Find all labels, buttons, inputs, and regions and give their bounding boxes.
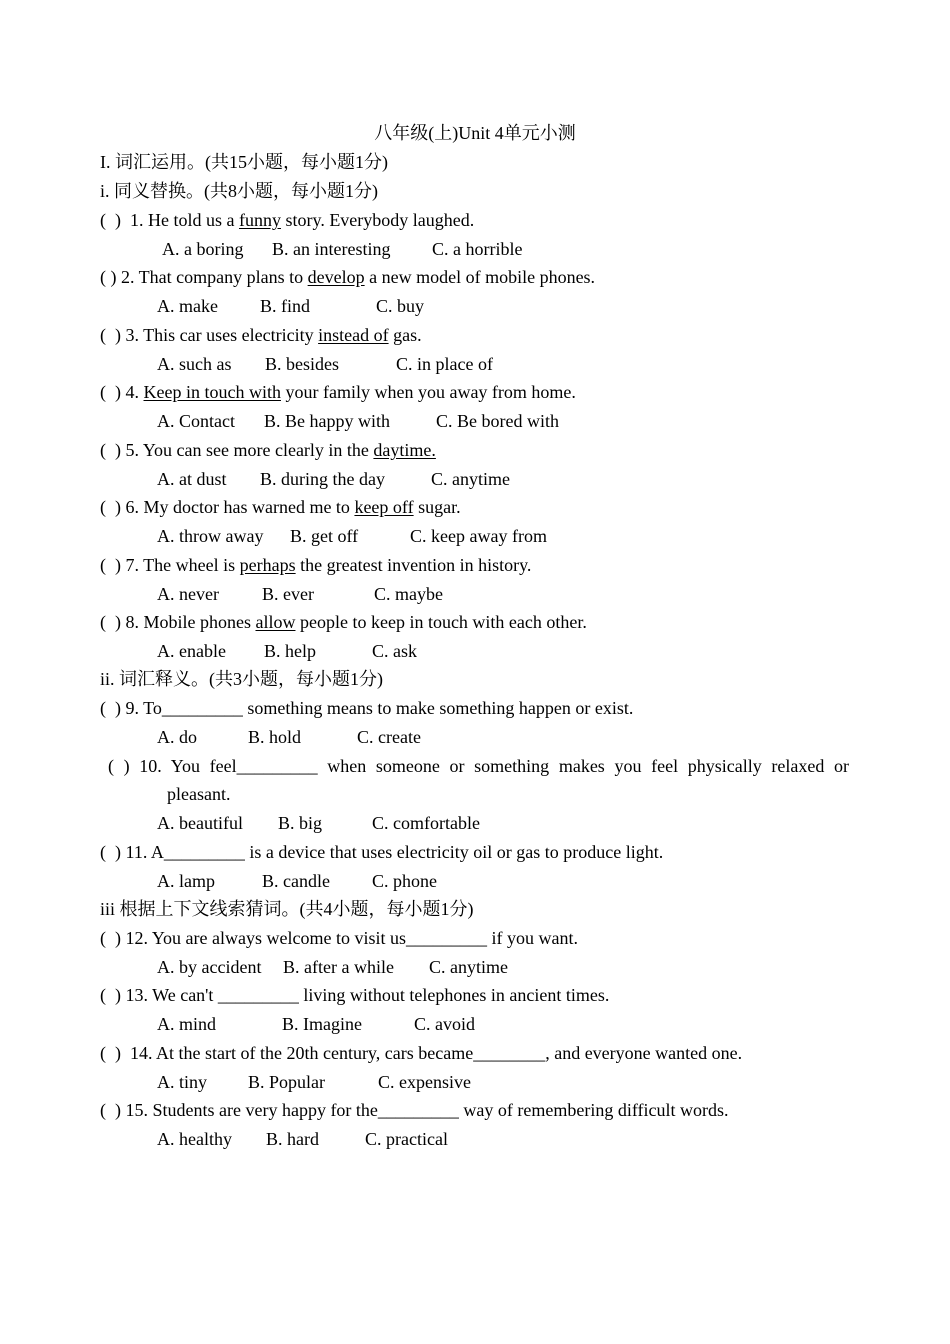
underlined-word: keep off [354,497,414,517]
question-13: ( ) 13. We can't _________ living without telephones in ancient times. [100,985,610,1005]
option-8b: B. help [264,641,316,661]
question-6: ( ) 6. My doctor has warned me to keep off sugar. [100,497,461,517]
option-2a: A. make [157,296,218,316]
question-5: ( ) 5. You can see more clearly in the daytime. [100,440,436,460]
option-10a: A. beautiful [157,813,243,833]
option-9a: A. do [157,727,197,747]
option-13c: C. avoid [414,1014,475,1034]
underlined-word: develop [307,267,365,287]
option-14b: B. Popular [248,1072,326,1092]
question-8: ( ) 8. Mobile phones allow people to keep in touch with each other. [100,612,587,632]
question-9: ( ) 9. To_________ something means to make something happen or exist. [100,698,634,718]
option-15c: C. practical [365,1129,448,1149]
question-11: ( ) 11. A_________ is a device that uses electricity oil or gas to produce light. [100,842,664,862]
option-4c: C. Be bored with [436,411,559,431]
option-6a: A. throw away [157,526,264,546]
question-7: ( ) 7. The wheel is perhaps the greatest invention in history. [100,555,532,575]
option-1a: A. a boring [162,239,244,259]
option-6b: B. get off [290,526,359,546]
option-15a: A. healthy [157,1129,232,1149]
underlined-word: perhaps [239,555,296,575]
option-12c: C. anytime [429,957,508,977]
option-11b: B. candle [262,871,330,891]
question-15: ( ) 15. Students are very happy for the_________ way of remembering difficult words. [100,1100,729,1120]
option-8c: C. ask [372,641,417,661]
option-9b: B. hold [248,727,302,747]
option-10c: C. comfortable [372,813,480,833]
option-4a: A. Contact [157,411,235,431]
option-7a: A. never [157,584,219,604]
option-10b: B. big [278,813,323,833]
question-12: ( ) 12. You are always welcome to visit us_________ if you want. [100,928,578,948]
underlined-word: funny [238,210,281,230]
question-3: ( ) 3. This car uses electricity instead of gas. [100,325,422,345]
option-1b: B. an interesting [272,239,391,259]
underlined-word: daytime. [373,440,436,460]
option-5c: C. anytime [431,469,510,489]
option-3c: C. in place of [396,354,493,374]
option-3a: A. such as [157,354,232,374]
underlined-word: allow [255,612,296,632]
option-11a: A. lamp [157,871,215,891]
option-12b: B. after a while [283,957,394,977]
option-13b: B. Imagine [282,1014,362,1034]
option-2c: C. buy [376,296,425,316]
option-15b: B. hard [266,1129,319,1149]
underlined-word: Keep in touch with [143,382,281,402]
option-5a: A. at dust [157,469,227,489]
part-heading-definitions: ii. 词汇释义。(共3小题，每小题1分) [100,669,383,689]
option-2b: B. find [260,296,311,316]
option-9c: C. create [357,727,421,747]
section-heading: I. 词汇运用。(共15小题，每小题1分) [100,152,388,172]
part-heading-context-clues: iii 根据上下文线索猜词。(共4小题，每小题1分) [100,899,474,919]
option-6c: C. keep away from [410,526,547,546]
option-8a: A. enable [157,641,226,661]
option-7c: C. maybe [374,584,443,604]
question-14: ( ) 14. At the start of the 20th century, cars became________, and everyone wanted one. [100,1043,743,1063]
question-10: ( ) 10. You feel_________ when someone or something makes you feel physically relaxed or [108,756,849,776]
question-4: ( ) 4. Keep in touch with your family when you away from home. [100,382,576,402]
option-3b: B. besides [265,354,339,374]
part-heading-synonyms: i. 同义替换。(共8小题，每小题1分) [100,181,378,201]
question-10-continued: pleasant. [167,784,231,804]
option-14c: C. expensive [378,1072,471,1092]
underlined-word: instead of [318,325,389,345]
option-7b: B. ever [262,584,314,604]
option-5b: B. during the day [260,469,385,489]
option-4b: B. Be happy with [264,411,390,431]
option-14a: A. tiny [157,1072,208,1092]
question-1: ( ) 1. He told us a funny story. Everybody laughed. [100,210,475,230]
option-13a: A. mind [157,1014,217,1034]
option-12a: A. by accident [157,957,262,977]
question-2: ( ) 2. That company plans to develop a new model of mobile phones. [100,267,596,287]
option-11c: C. phone [372,871,437,891]
page-title: 八年级(上)Unit 4单元小测 [374,123,576,143]
option-1c: C. a horrible [432,239,523,259]
